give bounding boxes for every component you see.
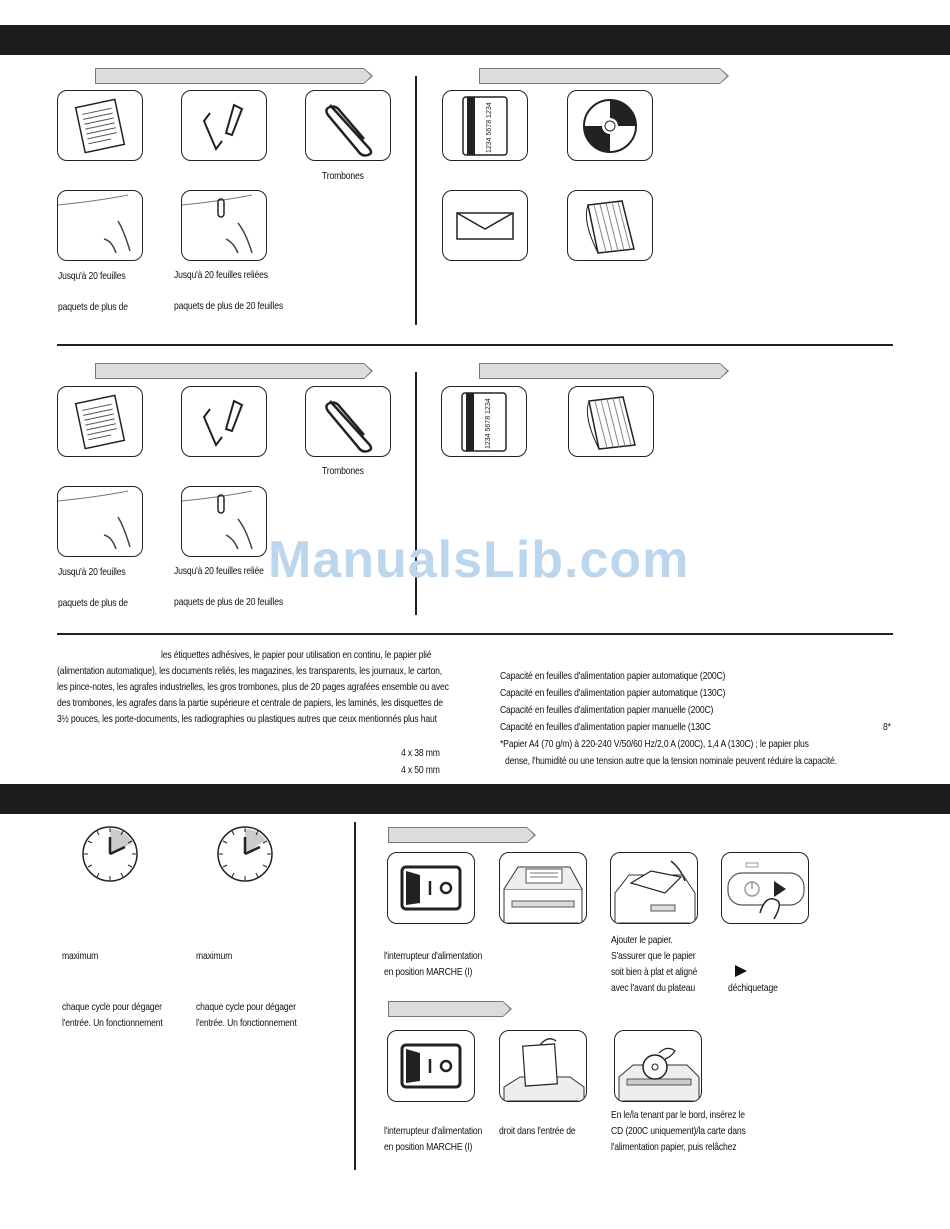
sheets-stack-icon [57,190,143,261]
specs-line-2: (alimentation automatique), les documents reliés, les magazines, les transparents, les journaux, le carton, [57,665,442,677]
auto-paper-line-3: soit bien à plat et aligné [611,966,698,978]
add-paper-icon [610,852,698,924]
card-number-text: 1234 5678 1234 [486,102,493,153]
specs-line-1: les étiquettes adhésives, le papier pour utilisation en continu, le papier plié [161,649,432,661]
specs-line-5: 3½ pouces, les porte-documents, les radiographies ou plastiques autres que ceux mentionnés plus haut [57,713,437,725]
label-sheets-bound-2: Jusqu'à 20 feuilles reliée [174,565,264,577]
specs-line-4: des trombones, les agrafes dans la partie supérieure et centrale de papiers, les laminés, les disquettes de [57,697,443,709]
cd-icon [567,90,653,161]
clock-icon-1 [81,825,139,883]
clock1-max: maximum [62,950,99,962]
manual-feed-text: droit dans l'entrée de [499,1125,576,1137]
section-arrow-paper [95,68,364,84]
clock1-line-2: l'entrée. Un fonctionnement [62,1017,163,1029]
laminated-sheet-icon-2 [568,386,654,457]
label-packets-20-2: paquets de plus de 20 feuilles [174,596,284,608]
auto-paper-line-2: S'assurer que le papier [611,950,696,962]
auto-switch-line-2: en position MARCHE (I) [384,966,473,978]
laminated-sheet-icon [567,190,653,261]
bound-sheets-icon-2 [181,486,267,557]
paper-sheet-icon [57,90,143,161]
manual-switch-line-2: en position MARCHE (I) [384,1141,473,1153]
shredder-auto-icon [499,852,587,924]
arrow-manual-feed [388,1001,503,1017]
divider-horizontal-1 [57,344,893,346]
divider-vertical-3 [354,822,356,1170]
clock-icon-2 [216,825,274,883]
label-packets: paquets de plus de [58,301,128,313]
clock1-line-1: chaque cycle pour dégager [62,1001,162,1013]
divider-vertical [415,76,417,325]
manual-cd-line-3: l'alimentation papier, puis relâchez [611,1141,737,1153]
section-arrow-other [479,68,720,84]
watermark: ManualsLib.com [268,531,690,589]
paperclip-icon [305,90,391,161]
capacity-line-1: Capacité en feuilles d'alimentation papier automatique (200C) [500,670,726,682]
bound-sheets-icon [181,190,267,261]
auto-switch-line-1: l'interrupteur d'alimentation [384,950,483,962]
arrow-auto-feed [388,827,527,843]
section2-arrow-other [479,363,720,379]
label-trombones-2: Trombones [322,465,364,477]
auto-shred-label: déchiquetage [728,982,778,994]
label-sheets: Jusqu'à 20 feuilles [58,270,126,282]
clock2-line-1: chaque cycle pour dégager [196,1001,296,1013]
credit-card-icon-2 [441,386,527,457]
card-number-text-2: 1234 5678 1234 [485,398,492,449]
staple-icon-2 [181,386,267,457]
footnote-line-2: dense, l'humidité ou une tension autre que la tension nominale peuvent réduire la capacité. [505,755,837,767]
clock2-line-2: l'entrée. Un fonctionnement [196,1017,297,1029]
label-sheets-bound: Jusqu'à 20 feuilles reliées [174,269,268,281]
label-packets-20: paquets de plus de 20 feuilles [174,300,284,312]
auto-paper-line-1: Ajouter le papier. [611,934,673,946]
manual-switch-line-1: l'interrupteur d'alimentation [384,1125,483,1137]
label-sheets-2: Jusqu'à 20 feuilles [58,566,126,578]
label-packets-2: paquets de plus de [58,597,128,609]
section2-arrow-paper [95,363,364,379]
paper-sheet-icon-2 [57,386,143,457]
play-icon [735,965,747,977]
specs-line-3: les pince-notes, les agrafes industrielles, les gros trombones, plus de 20 pages agrafées ensemble ou avec [57,681,449,693]
sheets-stack-icon-2 [57,486,143,557]
power-switch-icon [387,852,475,924]
manual-feed-icon [499,1030,587,1102]
cd-insert-icon [614,1030,702,1102]
credit-card-icon [442,90,528,161]
divider-horizontal-2 [57,633,893,635]
label-trombones: Trombones [322,170,364,182]
capacity-line-2: Capacité en feuilles d'alimentation papier automatique (130C) [500,687,726,699]
manual-cd-line-2: CD (200C uniquement)/la carte dans [611,1125,746,1137]
clock2-max: maximum [196,950,233,962]
staple-icon [181,90,267,161]
cut-size-2: 4 x 50 mm [401,764,440,776]
cut-size-1: 4 x 38 mm [401,747,440,759]
footnote-line-1: *Papier A4 (70 g/m) à 220-240 V/50/60 Hz/2,0 A (200C), 1,4 A (130C) ; le papier plus [500,738,809,750]
power-switch-icon-2 [387,1030,475,1102]
manual-cd-line-1: En le/la tenant par le bord, insérez le [611,1109,745,1121]
start-button-icon [721,852,809,924]
capacity-line-3: Capacité en feuilles d'alimentation papier manuelle (200C) [500,704,714,716]
paperclip-icon-2 [305,386,391,457]
operation-header-bar [0,784,950,814]
header-bar [0,25,950,55]
auto-paper-line-4: avec l'avant du plateau [611,982,696,994]
capacity-value: 8* [883,721,891,733]
capacity-line-4: Capacité en feuilles d'alimentation papier manuelle (130C [500,721,711,733]
envelope-icon [442,190,528,261]
